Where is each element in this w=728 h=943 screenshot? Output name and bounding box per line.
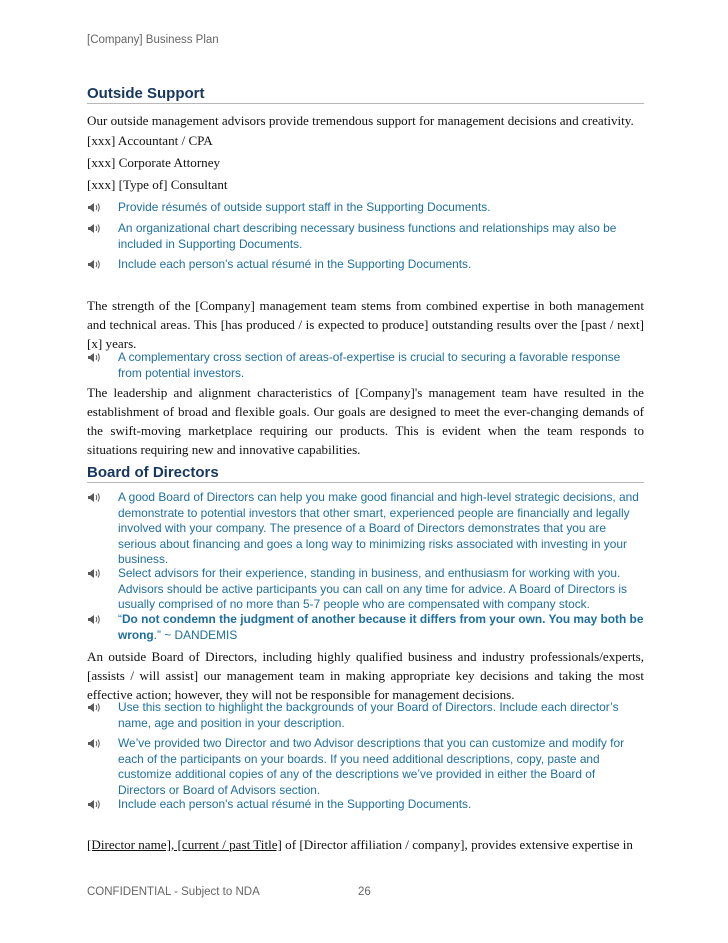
megaphone-icon <box>87 700 101 714</box>
megaphone-icon <box>87 736 101 750</box>
tip-text: Include each person's actual résumé in the Supporting Documents. <box>118 257 472 271</box>
advisor-attorney: [xxx] Corporate Attorney <box>87 155 221 170</box>
megaphone-icon <box>87 221 101 235</box>
tip-text: An organizational chart describing necessary business functions and relationships may also be included in Supporting Documents. <box>118 221 617 251</box>
megaphone-icon <box>87 350 101 364</box>
tip-item <box>87 200 644 216</box>
director-name-title: [Director name], [current / past Title] <box>87 837 282 852</box>
tip-text: Include each person's actual résumé in the Supporting Documents. <box>118 797 472 811</box>
tip-item <box>87 221 644 252</box>
advisor-consultant: [xxx] [Type of] Consultant <box>87 177 228 192</box>
tip-text: Use this section to highlight the backgrounds of your Board of Directors. Include each director’s name, age and position in your description. <box>118 700 619 730</box>
quote-open: “ <box>118 612 122 626</box>
quote-close: .” ~ DANDEMIS <box>153 627 238 642</box>
running-header: [Company] Business Plan <box>87 34 219 46</box>
megaphone-icon <box>87 490 101 504</box>
megaphone-icon <box>87 566 101 580</box>
tip-item <box>87 700 644 731</box>
advisor-accountant: [xxx] Accountant / CPA <box>87 133 213 148</box>
tip-item <box>87 490 644 568</box>
tip-item <box>87 566 644 613</box>
quote-text <box>118 612 644 643</box>
tip-text: A complementary cross section of areas-of-expertise is crucial to securing a favorable response from potential investors. <box>118 350 621 380</box>
heading-outside-support: Outside Support <box>87 85 644 104</box>
outside-board-paragraph: An outside Board of Directors, including highly qualified business and industry professionals/experts, [assists / will assist] our management team in making appropriate key decisions and taking the most effective action; however, they will not be responsible for management decisions. <box>87 649 644 702</box>
leadership-paragraph: The leadership and alignment characteristics of [Company]'s management team have resulted in the establishment of broad and flexible goals. Our goals are designed to meet the ever-changing demands of the swift-moving marketplace requiring our products. This is evident when the team responds to situations requiring new and innovative capabilities. <box>87 385 644 457</box>
director-line <box>87 837 633 853</box>
heading-board-of-directors: Board of Directors <box>87 464 644 483</box>
intro-paragraph: Our outside management advisors provide tremendous support for management decisions and creativity. <box>87 113 634 128</box>
tip-text: A good Board of Directors can help you make good financial and high-level strategic decisions, and demonstrate to potential investors that other smart, experienced people are financially and legally involved with your company. The presence of a Board of Directors demonstrates that you are serious about financing and goes a long way to minimizing risks associated with investing in your business. <box>118 490 639 567</box>
megaphone-icon <box>87 797 101 811</box>
director-affiliation: of [Director affiliation / company], provides extensive expertise in <box>281 837 633 852</box>
tip-text: Provide résumés of outside support staff in the Supporting Documents. <box>118 200 491 214</box>
tip-item <box>87 257 644 273</box>
megaphone-icon <box>87 257 101 271</box>
quote-item <box>87 612 644 643</box>
tip-item <box>87 736 644 798</box>
page-number: 26 <box>358 886 371 898</box>
footer-confidential: CONFIDENTIAL - Subject to NDA <box>87 886 260 898</box>
tip-text: Select advisors for their experience, standing in business, and enthusiasm for working with you. Advisors should be active participants you can call on any time for advice. A Board of Directors is usually comprised of no more than 5-7 people who are compensated with company stock. <box>118 566 627 612</box>
tip-item <box>87 797 644 813</box>
tip-item <box>87 350 644 381</box>
megaphone-icon <box>87 612 101 626</box>
tip-text: We’ve provided two Director and two Advisor descriptions that you can customize and modify for each of the participants on your boards. If you need additional descriptions, copy, paste and customize additional copies of any of the descriptions we’ve provided in either the Board of Directors or Board of Advisors section. <box>118 736 625 797</box>
strength-paragraph: The strength of the [Company] management team stems from combined expertise in both management and technical areas. This [has produced / is expected to produce] outstanding results over the [past / next] [x] years. <box>87 298 644 351</box>
quote-bold: Do not condemn the judgment of another because it differs from your own. You may both be wrong <box>118 612 644 642</box>
megaphone-icon <box>87 200 101 214</box>
